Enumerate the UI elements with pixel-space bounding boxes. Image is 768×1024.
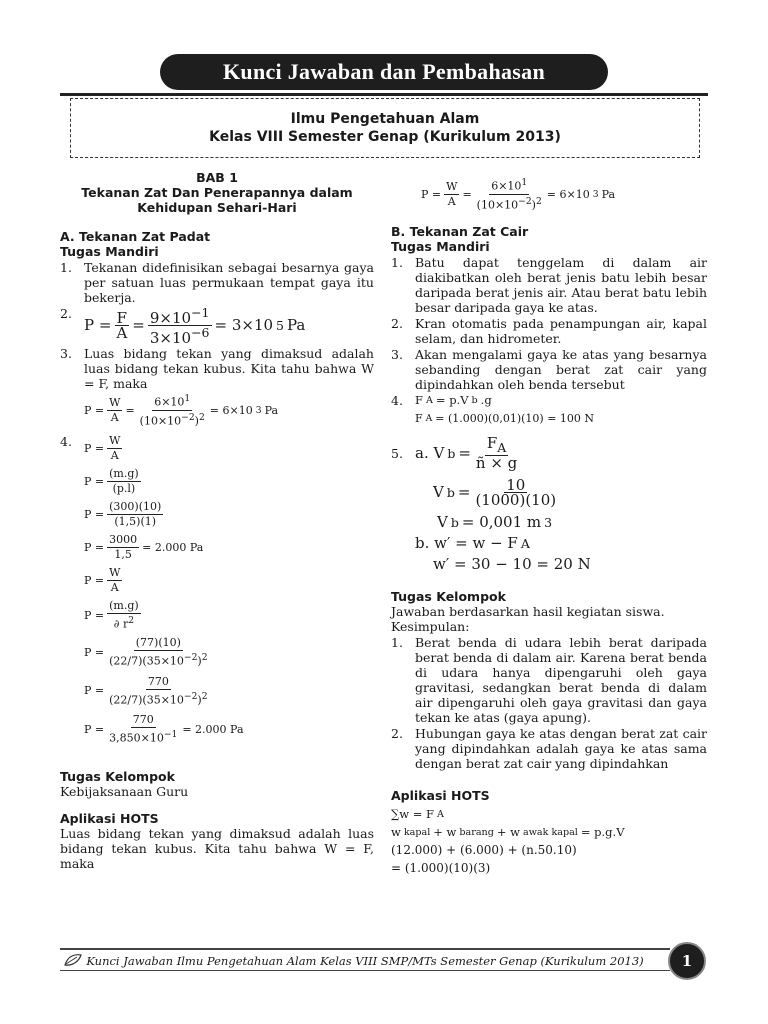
chapter-number: BAB 1 <box>196 170 238 185</box>
formula-pressure-continued: P = $\frac{W}{A}$ = $\frac{6\times 10^1}{(10\times 10^{-2})^2}$ = 6×10 3 Pa <box>421 177 616 212</box>
item-text: Tekanan didefinisikan sebagai besarnya gaya per satuan luas permukaan tempat gaya itu bekerja. <box>84 260 374 305</box>
list-item <box>60 434 374 746</box>
item-text: Akan mengalami gaya ke atas yang besarnya sebanding dengan berat zat cair yang dipindahkan oleh benda tersebut <box>415 347 707 393</box>
item-number: 4. <box>60 434 72 450</box>
buoyancy-formula: F A = p.V b .g F A = (1.000)(0,01)(10) = 100 N <box>415 393 595 426</box>
step: P = $\frac{770}{3,850\times 10^{-1}}$ = 2.000 Pa <box>84 713 244 745</box>
title-box <box>70 98 700 158</box>
item-text: Hubungan gaya ke atas dengan berat zat cair yang dipindahkan adalah gaya ke atas sama dengan berat zat cair yang dipindahkan <box>415 726 707 772</box>
footer-rule-top <box>60 948 670 950</box>
list-item <box>391 393 707 426</box>
item-text: Berat benda di udara lebih berat daripada berat benda di dalam air. Karena berat benda di udara hanya dipengaruhi oleh gaya gravitasi, sedangkan berat benda di dalam air dipengaruhi oleh gaya gravitasi dan gaya tekan ke atas (gaya apung). <box>415 635 707 726</box>
kesimpulan-label: Kesimpulan: <box>391 619 470 635</box>
item-number: 1. <box>391 635 403 651</box>
item-number: 2. <box>391 316 403 332</box>
list-item <box>391 635 707 725</box>
left-column <box>60 170 374 871</box>
step: P = $\frac{(m.g)}{(p.l)}$ <box>84 467 139 496</box>
item-number: 1. <box>60 260 72 275</box>
kebijaksanaan-text: Kebijaksanaan Guru <box>60 783 189 799</box>
section-a-heading: A. Tekanan Zat Padat <box>60 229 211 244</box>
formula-steps <box>84 434 244 746</box>
chapter-title-1: Tekanan Zat Dan Penerapannya dalam <box>81 185 353 200</box>
step: P = $\frac{(m.g)}{\partial r^2}$ <box>84 599 139 631</box>
list-item <box>391 726 707 771</box>
item-text: Batu dapat tenggelam di dalam air diakibatkan oleh berat jenis batu lebih besar daripada berat jenis air. Atau berat batu lebih besar daripada gaya ke atas. <box>415 255 707 316</box>
jawaban-text: Jawaban berdasarkan hasil kegiatan siswa. <box>391 604 665 620</box>
step: P = $\frac{W}{A}$ <box>84 566 121 595</box>
item-number: 3. <box>391 347 403 363</box>
list-item <box>60 346 374 391</box>
list-item <box>391 436 707 572</box>
tugas-kelompok-heading: Tugas Kelompok <box>60 768 175 784</box>
footer-rule-bottom <box>60 970 670 971</box>
step: P = $\frac{3000}{1,5}$ = 2.000 Pa <box>84 533 204 562</box>
item-number: 1. <box>391 255 403 271</box>
banner-rule <box>60 93 708 96</box>
item-number: 2. <box>60 306 72 321</box>
header-banner <box>160 54 608 90</box>
page-number: 1 <box>668 942 706 980</box>
step: P = $\frac{770}{(22/7)(35\times 10^{-2})^2}$ <box>84 674 208 707</box>
aplikasi-hots-heading: Aplikasi HOTS <box>391 788 490 804</box>
right-column <box>391 176 707 876</box>
item-text: Luas bidang tekan yang dimaksud adalah luas bidang tekan kubus. Kita tahu bahwa W = F, maka <box>84 346 374 391</box>
step: P = $\frac{W}{A}$ <box>84 434 121 463</box>
hots-formulas: ∑w = F A w kapal + w barang + w awak kapal = p.g.V (12.000) + (6.000) + (n.50.10) = (1.000)(10)(3) <box>391 807 625 876</box>
step: P = $\frac{(300)(10)}{(1,5)(1)}$ <box>84 500 162 529</box>
list-item <box>60 306 374 345</box>
volume-formula: a. V b = $\frac{F_A}{ñ \times g}$ V b = $\frac{10}{(1000)(10)}$ V b = 0,001 m 3 b. w′ = w − F A w′ = 30 − 10 = 20 N <box>415 434 591 574</box>
item-number: 4. <box>391 393 403 409</box>
section-b-heading: B. Tekanan Zat Cair <box>391 224 529 240</box>
hots-text: Luas bidang tekan yang dimaksud adalah luas bidang tekan kubus. Kita tahu bahwa W = F, maka <box>60 825 374 871</box>
tugas-kelompok-heading: Tugas Kelompok <box>391 589 506 605</box>
tugas-mandiri-heading: Tugas Mandiri <box>60 244 159 259</box>
tugas-mandiri-heading: Tugas Mandiri <box>391 239 490 255</box>
item-number: 2. <box>391 726 403 742</box>
footer-text: Kunci Jawaban Ilmu Pengetahuan Alam Kelas VIII SMP/MTs Semester Genap (Kurikulum 2013) <box>86 953 644 968</box>
list-item <box>391 347 707 392</box>
chapter-title-2: Kehidupan Sehari-Hari <box>137 200 297 215</box>
list-item <box>60 260 374 305</box>
aplikasi-hots-heading: Aplikasi HOTS <box>60 810 159 826</box>
subject-title: Ilmu Pengetahuan Alam <box>290 111 480 127</box>
list-item <box>391 255 707 315</box>
list-item <box>391 316 707 346</box>
formula-pressure-2: P = $\frac{W}{A}$ = $\frac{6\times 10^1}{(10\times 10^{-2})^2}$ = 6×10 3 Pa <box>84 393 279 428</box>
item-number: 3. <box>60 346 72 361</box>
class-title: Kelas VIII Semester Genap (Kurikulum 2013) <box>209 129 561 145</box>
item-number: 5. <box>391 446 403 462</box>
step: P = $\frac{(77)(10)}{(22/7)(35\times 10^{-2})^2}$ <box>84 635 208 668</box>
banner-title: Kunci Jawaban dan Pembahasan <box>160 54 608 90</box>
item-text: Kran otomatis pada penampungan air, kapal selam, dan hidrometer. <box>415 316 707 347</box>
formula-pressure-1: P = $\frac{F}{A}$ = $\frac{9\times 10^{-1}}{3\times 10^{-6}}$ = 3×10 5 Pa <box>84 305 306 347</box>
